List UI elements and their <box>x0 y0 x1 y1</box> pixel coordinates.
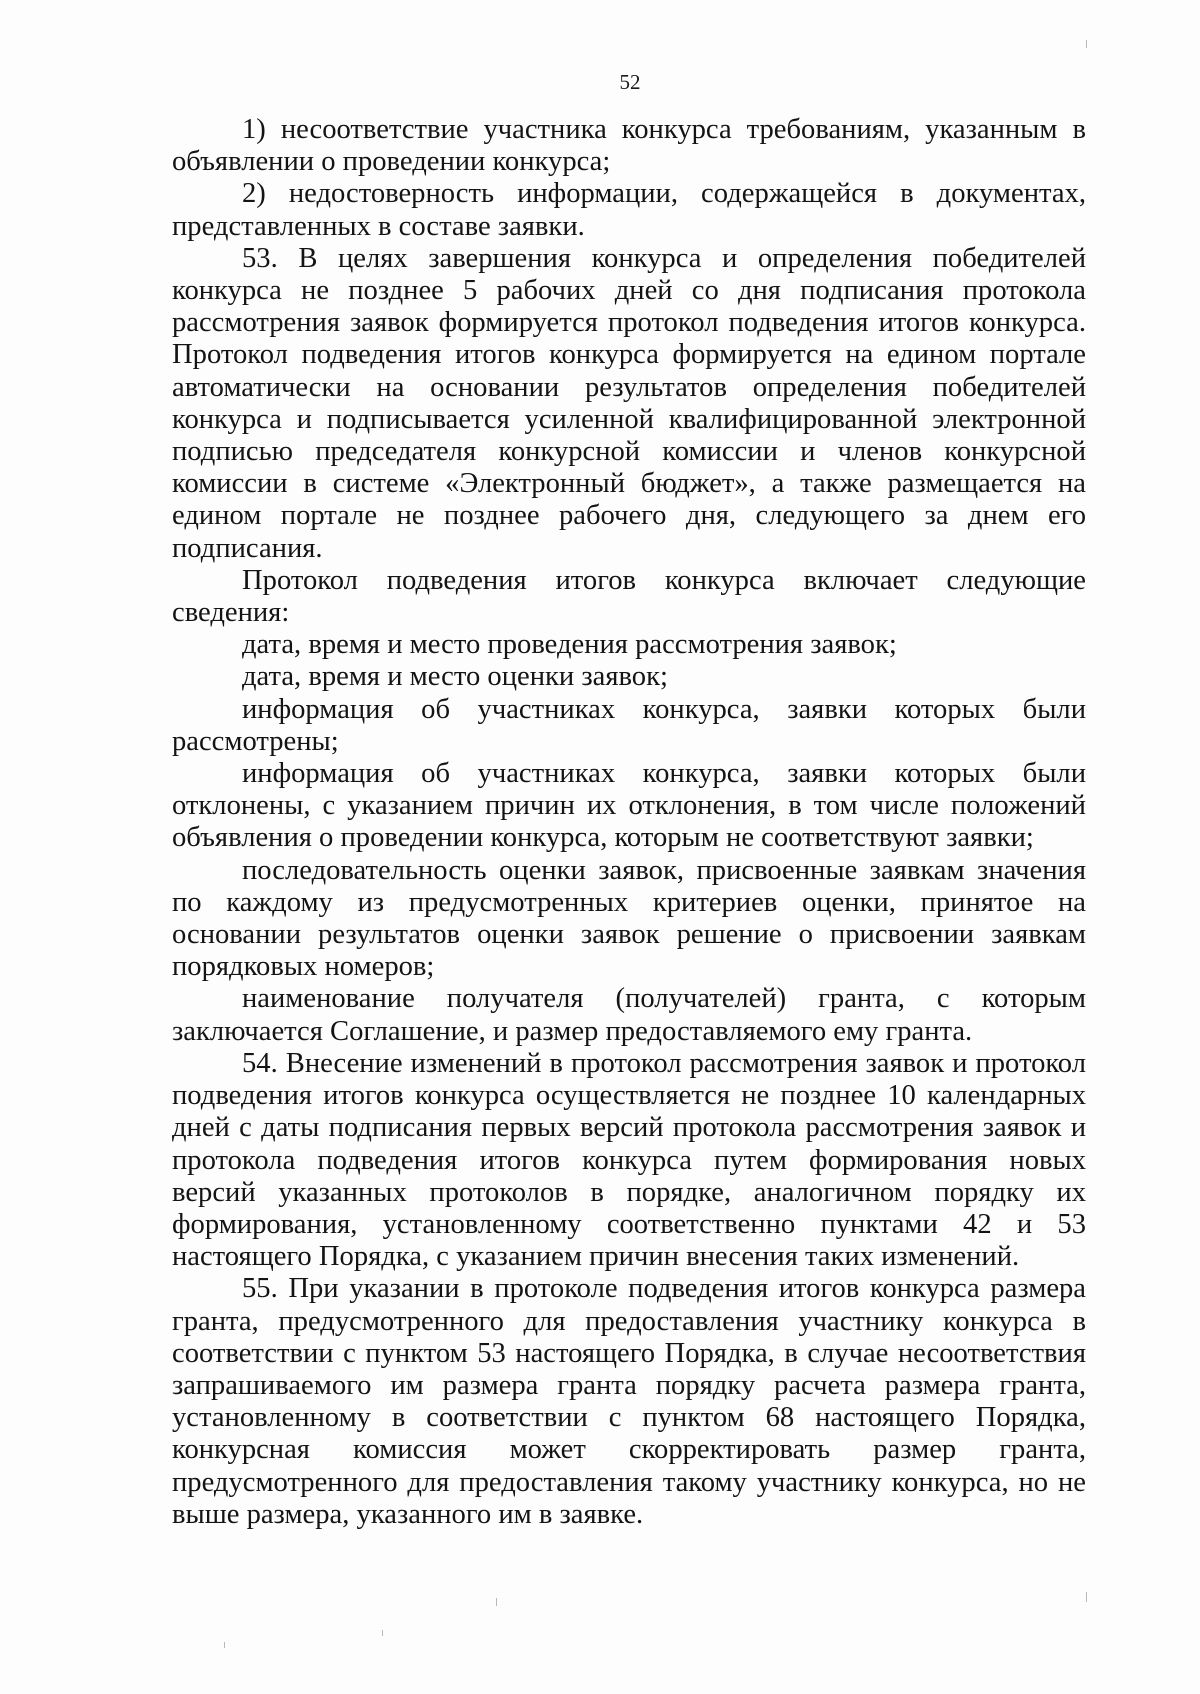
scan-artifact <box>224 1642 225 1648</box>
list-item-review-date: дата, время и место проведения рассмотрения заявок; <box>242 629 897 661</box>
scan-artifact <box>382 1630 383 1636</box>
scan-artifact <box>1086 1592 1087 1602</box>
paragraph-clause-53: 53. В целях завершения конкурса и определения победителей конкурса не позднее 5 рабочих дней со дня подписания протокола рассмотрения заявок формируется протокол подведения итогов конкурса. Протокол подведения итогов конкурса формируется на едином портале автоматически на основании результатов определения победителей конкурса и подписывается усиленной квалифицированной электронной подписью председателя конкурсной комиссии и членов конкурсной комиссии в системе «Электронный бюджет», а также размещается на едином портале не позднее рабочего дня, следующего за днем его подписания. <box>172 242 1086 564</box>
paragraph-item-1: 1) несоответствие участника конкурса требованиям, указанным в объявлении о проведении конкурса; <box>172 114 1086 178</box>
list-item-grant-recipient: наименование получателя (получателей) гранта, с которым заключается Соглашение, и размер предоставляемого ему гранта. <box>172 983 1086 1047</box>
paragraph-item-2: 2) недостоверность информации, содержащейся в документах, представленных в составе заявки. <box>172 178 1086 242</box>
list-item-reviewed-participants: информация об участниках конкурса, заявки которых были рассмотрены; <box>172 693 1086 757</box>
list-item-rejected-participants: информация об участниках конкурса, заявки которых были отклонены, с указанием причин их отклонения, в том числе положений объявления о проведении конкурса, которым не соответствуют заявки; <box>172 758 1086 854</box>
document-body <box>172 114 1086 1531</box>
scan-artifact <box>1086 40 1087 48</box>
paragraph-clause-54: 54. Внесение изменений в протокол рассмотрения заявок и протокол подведения итогов конкурса осуществляется не позднее 10 календарных дней с даты подписания первых версий протокола рассмотрения заявок и протокола подведения итогов конкурса путем формирования новых версий указанных протоколов в порядке, аналогичном порядку их формирования, установленному соответственно пунктами 42 и 53 настоящего Порядка, с указанием причин внесения таких изменений. <box>172 1047 1086 1273</box>
paragraph-protocol-contents: Протокол подведения итогов конкурса включает следующие сведения: <box>172 564 1086 629</box>
list-item-evaluation-date: дата, время и место оценки заявок; <box>242 661 668 693</box>
paragraph-clause-55: 55. При указании в протоколе подведения итогов конкурса размера гранта, предусмотренного для предоставления участнику конкурса в соответствии с пунктом 53 настоящего Порядка, в случае несоответствия запрашиваемого им размера гранта порядку расчета размера гранта, установленному в соответствии с пунктом 68 настоящего Порядка, конкурсная комиссия может скорректировать размер гранта, предусмотренного для предоставления такому участнику конкурса, но не выше размера, указанного им в заявке. <box>172 1273 1086 1530</box>
scan-artifact <box>496 1598 497 1606</box>
page-number: 52 <box>619 70 641 94</box>
list-item-evaluation-sequence: последовательность оценки заявок, присвоенные заявкам значения по каждому из предусмотренных критериев оценки, принятое на основании результатов оценки заявок решение о присвоении заявкам порядковых номеров; <box>172 854 1086 983</box>
